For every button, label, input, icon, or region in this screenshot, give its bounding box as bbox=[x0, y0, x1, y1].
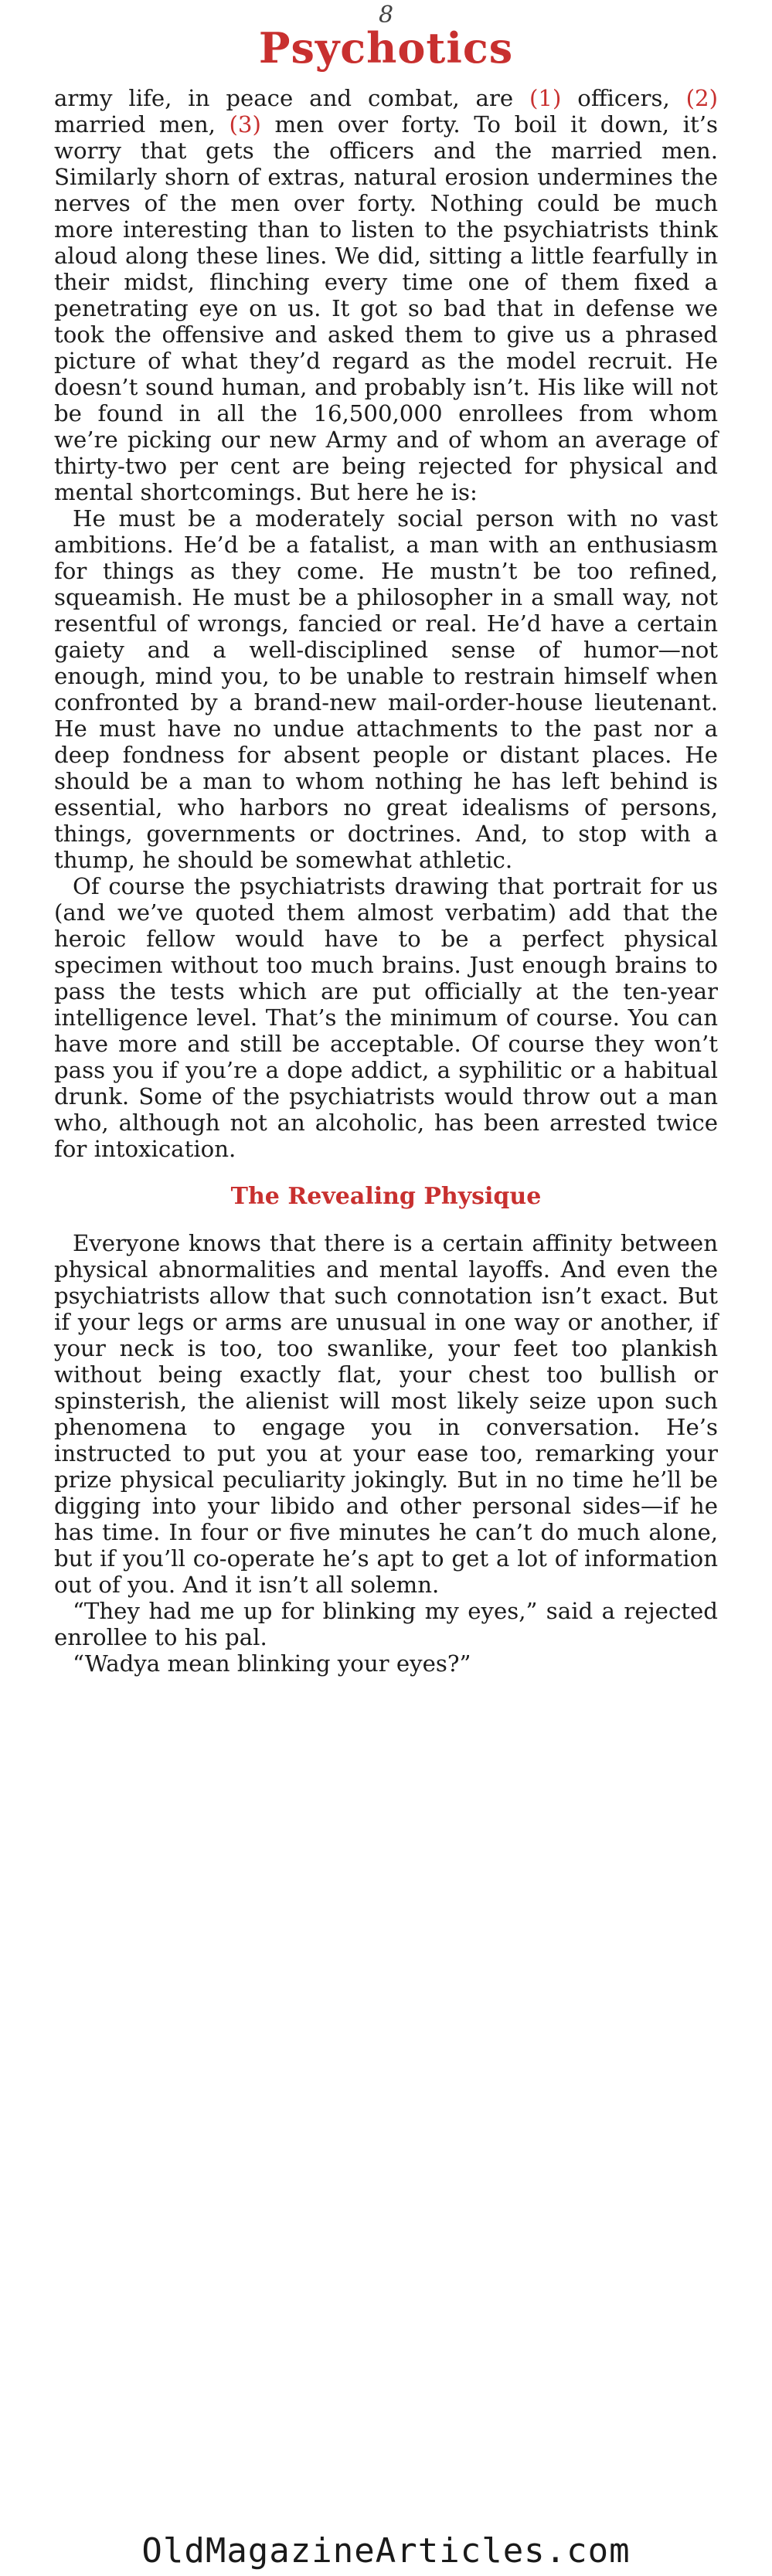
paragraph-2: He must be a moderately social person with no vast ambitions. He’d be a fatalist, a man with an enthusiasm for things as they come. He mustn’t be too refined, squeamish. He must be a philosopher in a small way, not resentful of wrongs, fancied or real. He’d have a certain gaiety and a well-disciplined sense of humor—not enough, mind you, to be unable to restrain himself when confronted by a brand-new mail-order-house lieutenant. He must have no undue attachments to the past nor a deep fondness for absent people or distant places. He should be a man to whom nothing he has left behind is essential, who harbors no great idealisms of persons, things, governments or doctrines. And, to stop with a thump, he should be somewhat athletic. bbox=[54, 505, 718, 873]
section-heading: The Revealing Physique bbox=[230, 1183, 542, 1210]
paragraph-4: Everyone knows that there is a certain affinity between physical abnormalities and mental layoffs. And even the psychiatrists allow that such connotation isn’t exact. But if your legs or arms are unusual in one way or another, if your neck is too, too swanlike, your feet too plankish without being exactly flat, your chest too bullish or spinsterish, the alienist will most likely seize upon such phenomena to engage you in conversation. He’s instructed to put you at your ease too, remarking your prize physical peculiarity jokingly. But in no time he’ll be digging into your libido and other personal sides—if he has time. In four or five minutes he can’t do much alone, but if you’ll co-operate he’s apt to get a lot of information out of you. And it isn’t all solemn. bbox=[54, 1230, 718, 1598]
list-number-3: (3) bbox=[229, 111, 261, 138]
paragraph-6: “Wadya mean blinking your eyes?” bbox=[73, 1650, 471, 1677]
article-body bbox=[54, 85, 718, 1677]
site-footer: OldMagazineArticles.com bbox=[141, 2531, 631, 2571]
paragraph-3: Of course the psychiatrists drawing that portrait for us (and we’ve quoted them almost verbatim) add that the heroic fellow would have to be a perfect physical specimen without too much brains. Just enough brains to pass the tests which are put officially at the ten-year intelligence level. That’s the minimum of course. You can have more and still be acceptable. Of course they won’t pass you if you’re a dope addict, a syphilitic or a habitual drunk. Some of the psychiatrists would throw out a man who, although not an alcoholic, has been arrested twice for intoxication. bbox=[54, 873, 718, 1162]
page-number: 8 bbox=[378, 2, 394, 29]
paragraph-5: “They had me up for blinking my eyes,” said a rejected enrollee to his pal. bbox=[54, 1598, 718, 1650]
list-number-2: (2) bbox=[685, 85, 718, 111]
paragraph-1: army life, in peace and combat, are (1) officers, (2) married men, (3) men over forty. To boil it down, it’s worry that gets the officers and the married men. Similarly shorn of extras, natural erosion undermines the nerves of the men over forty. Nothing could be much more interesting than to listen to the psychiatrists think aloud along these lines. We did, sitting a little fearfully in their midst, flinching every time one of them fixed a penetrating eye on us. It got so bad that in defense we took the offensive and asked them to give us a phrased picture of what they’d regard as the model recruit. He doesn’t sound human, and probably isn’t. His like will not be found in all the 16,500,000 enrollees from whom we’re picking our new Army and of whom an average of thirty-two per cent are being rejected for physical and mental shortcomings. But here he is: bbox=[54, 85, 718, 505]
page-title: Psychotics bbox=[258, 23, 514, 73]
list-number-1: (1) bbox=[529, 85, 562, 111]
